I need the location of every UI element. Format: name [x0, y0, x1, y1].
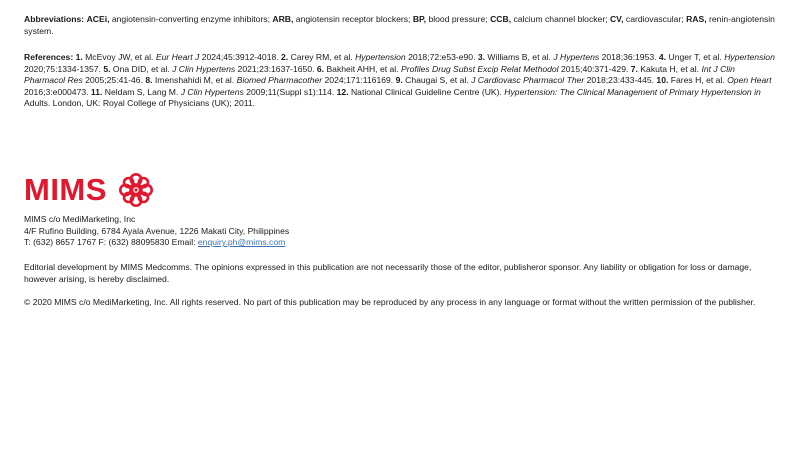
reference-authors: Kakuta H, et al.	[637, 63, 702, 74]
reference-authors: Fares H, et al.	[668, 75, 728, 86]
reference-number: 9.	[395, 75, 403, 86]
reference-journal: J Cardiovasc Pharmacol Ther	[471, 75, 585, 86]
contact-block	[24, 214, 776, 249]
abbreviation-definition: calcium channel blocker;	[511, 14, 610, 24]
reference-authors: Bakheit AHH, et al.	[324, 63, 401, 74]
reference-citation: Adults. London, UK: Royal College of Physicians (UK); 2011.	[24, 98, 256, 109]
references-label: References:	[24, 52, 74, 62]
reference-citation: 2015;40:371-429.	[558, 63, 631, 74]
abbreviation-definition: angiotensin-converting enzyme inhibitors;	[109, 14, 273, 24]
reference-journal: Open Heart	[727, 75, 772, 86]
abbreviation-definition: blood pressure;	[426, 14, 491, 24]
abbreviation-term: ARB,	[272, 14, 294, 24]
reference-number: 1.	[75, 52, 83, 62]
abbreviation-definition: angiotensin receptor blockers;	[293, 14, 413, 24]
mims-flower-icon	[118, 172, 154, 208]
reference-journal: J Clin Hypertens	[172, 63, 236, 74]
reference-number: 11.	[90, 86, 103, 97]
reference-journal: J Hypertens	[553, 52, 600, 62]
reference-journal: Hypertension	[355, 52, 406, 62]
reference-journal: Eur Heart J	[155, 52, 200, 62]
abbreviation-term: CCB,	[490, 14, 512, 24]
reference-citation: 2018;72:e53-e90.	[405, 52, 478, 62]
copyright-notice: © 2020 MIMS c/o MediMarketing, Inc. All rights reserved. No part of this publication may be reproduced by any process in any language or format without the written permission of the publisher.	[24, 297, 756, 307]
references-list	[24, 52, 775, 108]
contact-address: 4/F Rufino Building, 6784 Ayala Avenue, 1226 Makati City, Philippines	[24, 225, 290, 236]
reference-citation: 2016;3:e000473.	[24, 86, 91, 97]
reference-citation: 2018;23:433-445.	[584, 75, 657, 86]
reference-authors: Neldam S, Lang M.	[102, 86, 181, 97]
contact-phone-email	[24, 237, 776, 249]
reference-number: 10.	[656, 75, 669, 86]
reference-citation: 2009;11(Suppl s1):114.	[243, 86, 337, 97]
contact-company: MIMS c/o MediMarketing, Inc	[24, 214, 136, 224]
reference-authors: Chaugai S, et al.	[402, 75, 472, 86]
abbreviation-term: RAS,	[686, 14, 707, 24]
abbreviation-term: BP,	[412, 14, 427, 24]
abbreviation-definition: renin-angiotensin system.	[24, 14, 775, 36]
reference-number: 3.	[477, 52, 486, 62]
abbreviation-definition: cardiovascular;	[623, 14, 687, 24]
reference-number: 8.	[145, 75, 153, 86]
reference-authors: Williams B, et al.	[485, 52, 554, 62]
reference-journal: J Clin Hypertens	[180, 86, 244, 97]
reference-citation: 2018;36:1953.	[599, 52, 659, 62]
reference-citation: 2021;23:1637-1650.	[235, 63, 317, 74]
reference-journal: Hypertension: The Clinical Management of Primary Hypertension in	[504, 86, 761, 97]
abbreviations	[24, 14, 776, 37]
reference-number: 6.	[316, 63, 325, 74]
reference-number: 4.	[658, 52, 667, 62]
reference-number: 12.	[336, 86, 349, 97]
mims-logo	[24, 172, 164, 208]
reference-authors: Carey RM, et al.	[288, 52, 356, 62]
reference-authors: McEvoy JW, et al.	[82, 52, 156, 62]
reference-journal: Biomed Pharmacother	[236, 75, 323, 86]
email-link[interactable]: enquiry.ph@mims.com	[197, 237, 286, 248]
reference-citation: 2024;171:116169.	[322, 75, 396, 86]
reference-authors: National Clinical Guideline Centre (UK).	[348, 86, 505, 97]
reference-number: 2.	[281, 52, 289, 62]
abbreviations-label: Abbreviations:	[24, 14, 85, 24]
reference-journal: Int J Clin Pharmacol Res	[24, 63, 735, 86]
reference-authors: Imenshahidi M, et al.	[152, 75, 237, 86]
abbreviation-term: CV,	[609, 14, 624, 24]
abbreviation-term: ACEi,	[86, 14, 110, 24]
logo-text: MIMS	[24, 172, 107, 207]
editorial-disclaimer: Editorial development by MIMS Medcomms. The opinions expressed in this publication are not necessarily those of the editor, publisheror sponsor. Any liability or obligation for loss or damage, however arising, is hereby disclaimed.	[24, 262, 752, 284]
reference-citation: 2024;45:3912-4018.	[199, 52, 282, 62]
abbreviations-list	[24, 14, 775, 36]
reference-journal: Hypertension	[724, 52, 775, 62]
reference-number: 7.	[630, 63, 638, 74]
contact-phone: T: (632) 8657 1767 F: (632) 88095830 Email:	[24, 237, 198, 248]
references	[24, 52, 776, 110]
reference-journal: Profiles Drug Subst Excip Relat Methodol	[400, 63, 559, 74]
reference-authors: Ona DID, et al.	[110, 63, 173, 74]
reference-number: 5.	[103, 63, 111, 74]
reference-citation: 2020;75:1334-1357.	[24, 63, 104, 74]
reference-authors: Unger T, et al.	[666, 52, 725, 62]
reference-citation: 2005;25:41-46.	[82, 75, 146, 86]
